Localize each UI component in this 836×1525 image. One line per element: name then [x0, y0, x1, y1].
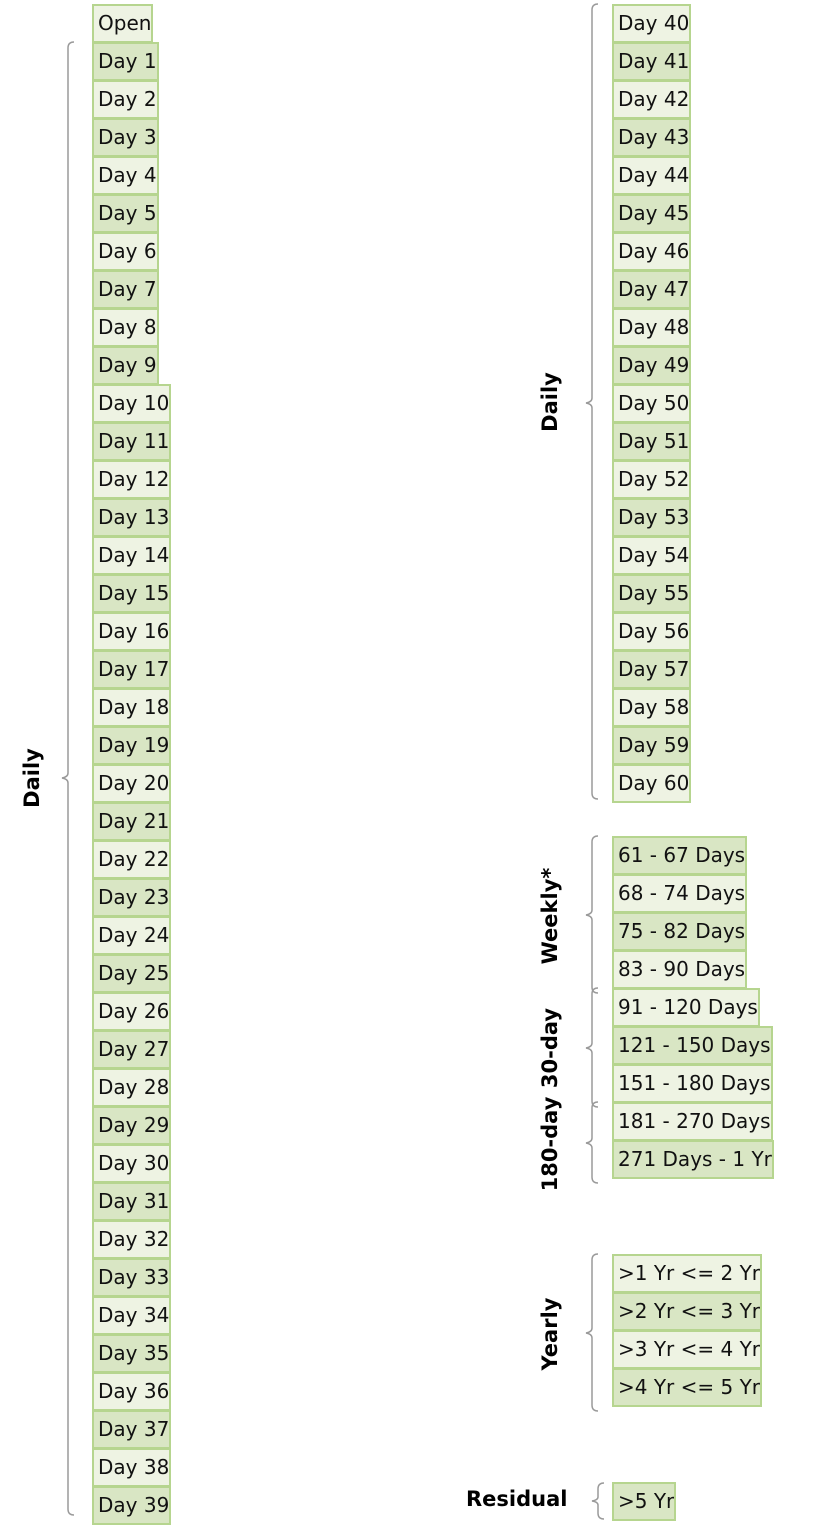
- bucket-cell: Day 18: [92, 688, 171, 727]
- one-eighty-day-group: [612, 1102, 832, 1179]
- residual-brace: [590, 1481, 612, 1523]
- bucket-cell: Day 36: [92, 1372, 171, 1411]
- bucket-cell: Day 35: [92, 1334, 171, 1373]
- bucket-cell: 151 - 180 Days: [612, 1064, 773, 1103]
- bucket-cell: Day 30: [92, 1144, 171, 1183]
- bucket-cell: Day 4: [92, 156, 159, 195]
- left-daily-brace: [60, 40, 90, 1518]
- yearly-group: [612, 1254, 832, 1407]
- bucket-cell: Day 23: [92, 878, 171, 917]
- bucket-cell: Day 2: [92, 80, 159, 119]
- bucket-cell: Day 58: [612, 688, 691, 727]
- bucket-cell: Day 32: [92, 1220, 171, 1259]
- bucket-cell: Day 20: [92, 764, 171, 803]
- bucket-cell: Day 16: [92, 612, 171, 651]
- bucket-cell: Day 19: [92, 726, 171, 765]
- bucket-cell: Day 51: [612, 422, 691, 461]
- bucket-cell: Day 7: [92, 270, 159, 309]
- bucket-cell: Day 26: [92, 992, 171, 1031]
- bucket-cell: >4 Yr <= 5 Yr: [612, 1368, 762, 1407]
- bucket-cell: Day 39: [92, 1486, 171, 1525]
- bucket-cell: Day 40: [612, 4, 691, 43]
- bucket-cell: Day 5: [92, 194, 159, 233]
- one-eighty-day-brace: [586, 1100, 612, 1186]
- bucket-cell: Day 21: [92, 802, 171, 841]
- bucket-cell: Day 55: [612, 574, 691, 613]
- bucket-cell: Day 10: [92, 384, 171, 423]
- right-daily-brace: [586, 2, 612, 802]
- bucket-cell: Day 43: [612, 118, 691, 157]
- bucket-cell: Day 44: [612, 156, 691, 195]
- bucket-cell: Day 37: [92, 1410, 171, 1449]
- bucket-cell: Day 3: [92, 118, 159, 157]
- bucket-cell: >2 Yr <= 3 Yr: [612, 1292, 762, 1331]
- bucket-cell: Day 38: [92, 1448, 171, 1487]
- bucket-cell: Day 45: [612, 194, 691, 233]
- weekly-group: [612, 836, 832, 989]
- bucket-cell: Day 31: [92, 1182, 171, 1221]
- bucket-cell: >5 Yr: [612, 1482, 676, 1521]
- bucket-cell: Day 12: [92, 460, 171, 499]
- residual-group: [612, 1482, 832, 1521]
- bucket-cell: Day 54: [612, 536, 691, 575]
- bucket-cell: Day 15: [92, 574, 171, 613]
- bucket-cell: Day 9: [92, 346, 159, 385]
- bucket-cell: Day 46: [612, 232, 691, 271]
- bucket-cell: Day 13: [92, 498, 171, 537]
- left-bucket-column: [92, 4, 314, 1525]
- right-daily-group: [612, 4, 832, 803]
- bucket-cell: Day 48: [612, 308, 691, 347]
- bucket-cell: Day 1: [92, 42, 159, 81]
- bucket-cell: 68 - 74 Days: [612, 874, 747, 913]
- bucket-cell: >1 Yr <= 2 Yr: [612, 1254, 762, 1293]
- bucket-cell: Day 11: [92, 422, 171, 461]
- bucket-cell: Day 53: [612, 498, 691, 537]
- bucket-cell: Day 25: [92, 954, 171, 993]
- bucket-cell: 91 - 120 Days: [612, 988, 760, 1027]
- bucket-cell: Day 47: [612, 270, 691, 309]
- bucket-cell: Day 22: [92, 840, 171, 879]
- residual-label: Residual: [466, 1487, 568, 1511]
- yearly-brace: [586, 1252, 612, 1414]
- bucket-cell: Day 60: [612, 764, 691, 803]
- bucket-cell: Day 56: [612, 612, 691, 651]
- bucket-cell: Day 14: [92, 536, 171, 575]
- bucket-cell: 61 - 67 Days: [612, 836, 747, 875]
- bucket-cell: 83 - 90 Days: [612, 950, 747, 989]
- bucket-cell: 121 - 150 Days: [612, 1026, 773, 1065]
- bucket-cell: Day 6: [92, 232, 159, 271]
- bucket-cell: Day 42: [612, 80, 691, 119]
- bucket-cell: Day 49: [612, 346, 691, 385]
- bucket-cell: Day 34: [92, 1296, 171, 1335]
- bucket-cell: Day 33: [92, 1258, 171, 1297]
- bucket-cell: 75 - 82 Days: [612, 912, 747, 951]
- weekly-brace: [586, 834, 612, 996]
- bucket-cell: Day 59: [612, 726, 691, 765]
- bucket-cell: Day 28: [92, 1068, 171, 1107]
- bucket-cell: Day 8: [92, 308, 159, 347]
- bucket-cell: >3 Yr <= 4 Yr: [612, 1330, 762, 1369]
- bucket-cell: Day 41: [612, 42, 691, 81]
- bucket-cell: Open: [92, 4, 153, 43]
- bucket-cell: Day 27: [92, 1030, 171, 1069]
- bucket-cell: 271 Days - 1 Yr: [612, 1140, 774, 1179]
- bucket-cell: Day 24: [92, 916, 171, 955]
- bucket-cell: Day 57: [612, 650, 691, 689]
- thirty-day-brace: [586, 986, 612, 1110]
- bucket-cell: Day 50: [612, 384, 691, 423]
- bucket-cell: Day 52: [612, 460, 691, 499]
- thirty-day-group: [612, 988, 832, 1103]
- bucket-cell: Day 29: [92, 1106, 171, 1145]
- bucket-cell: 181 - 270 Days: [612, 1102, 773, 1141]
- bucket-cell: Day 17: [92, 650, 171, 689]
